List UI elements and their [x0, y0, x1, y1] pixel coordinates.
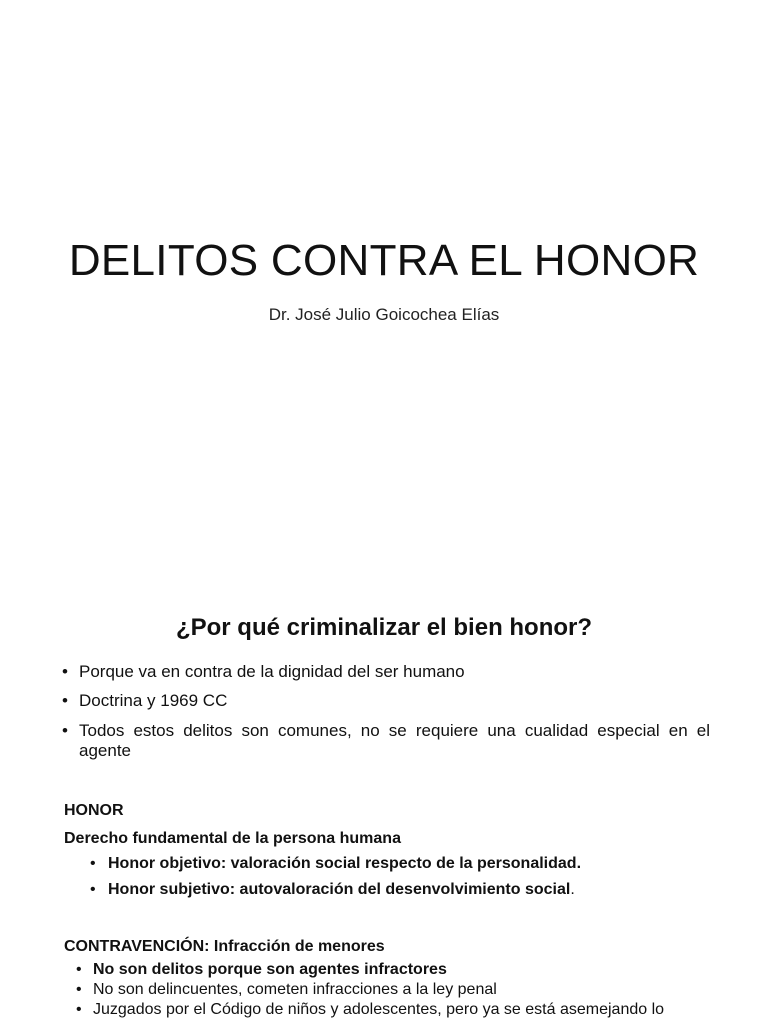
- list-item-text: Todos estos delitos son comunes, no se requiere una cualidad especial en el agente: [79, 721, 710, 760]
- bullet-icon: •: [62, 662, 68, 681]
- slide-subtitle: Dr. José Julio Goicochea Elías: [268, 305, 500, 324]
- bullet-icon: •: [90, 881, 96, 898]
- content-slide: [0, 576, 768, 1024]
- list-item: [90, 880, 730, 900]
- bullet-icon: •: [62, 691, 68, 710]
- list-item-text: Doctrina y 1969 CC: [79, 691, 228, 710]
- slide-title: ¿Por qué criminalizar el bien honor?: [175, 614, 593, 641]
- bullet-icon: •: [90, 855, 96, 872]
- list-item-text: Juzgados por el Código de niños y adolescentes, pero ya se está asemejando lo: [93, 1001, 665, 1018]
- list-item: [76, 960, 716, 980]
- slide-title: DELITOS CONTRA EL HONOR: [68, 236, 700, 285]
- list-item-text: Honor objetivo: valoración social respecto de la personalidad.: [108, 855, 582, 872]
- honor-heading: HONOR: [64, 802, 124, 819]
- honor-list: [90, 880, 730, 900]
- list-item-text: Honor subjetivo: autovaloración del desenvolvimiento social: [108, 881, 571, 898]
- bullet-icon: •: [76, 1001, 82, 1018]
- list-item: [62, 721, 710, 761]
- list-item: [76, 980, 716, 1000]
- list-item: [62, 691, 710, 711]
- derecho-heading: Derecho fundamental de la persona humana: [64, 830, 401, 847]
- list-item: [76, 1000, 716, 1020]
- contravencion-label: CONTRAVENCIÓN:: [64, 938, 210, 955]
- list-item: [62, 662, 710, 682]
- list-item-text: No son delincuentes, cometen infracciones a la ley penal: [93, 981, 497, 998]
- honor-list: [90, 854, 730, 874]
- contravencion-heading: [64, 937, 385, 957]
- bullet-icon: •: [76, 961, 82, 978]
- list-item-tail: .: [570, 881, 575, 898]
- list-item-text: Porque va en contra de la dignidad del ser humano: [79, 662, 465, 681]
- contravencion-list: [76, 960, 716, 1020]
- bullet-icon: •: [76, 981, 82, 998]
- contravencion-text: Infracción de menores: [209, 938, 385, 955]
- list-item-text: No son delitos porque son agentes infractores: [93, 961, 447, 978]
- bullet-icon: •: [62, 721, 68, 740]
- list-item: [90, 854, 730, 874]
